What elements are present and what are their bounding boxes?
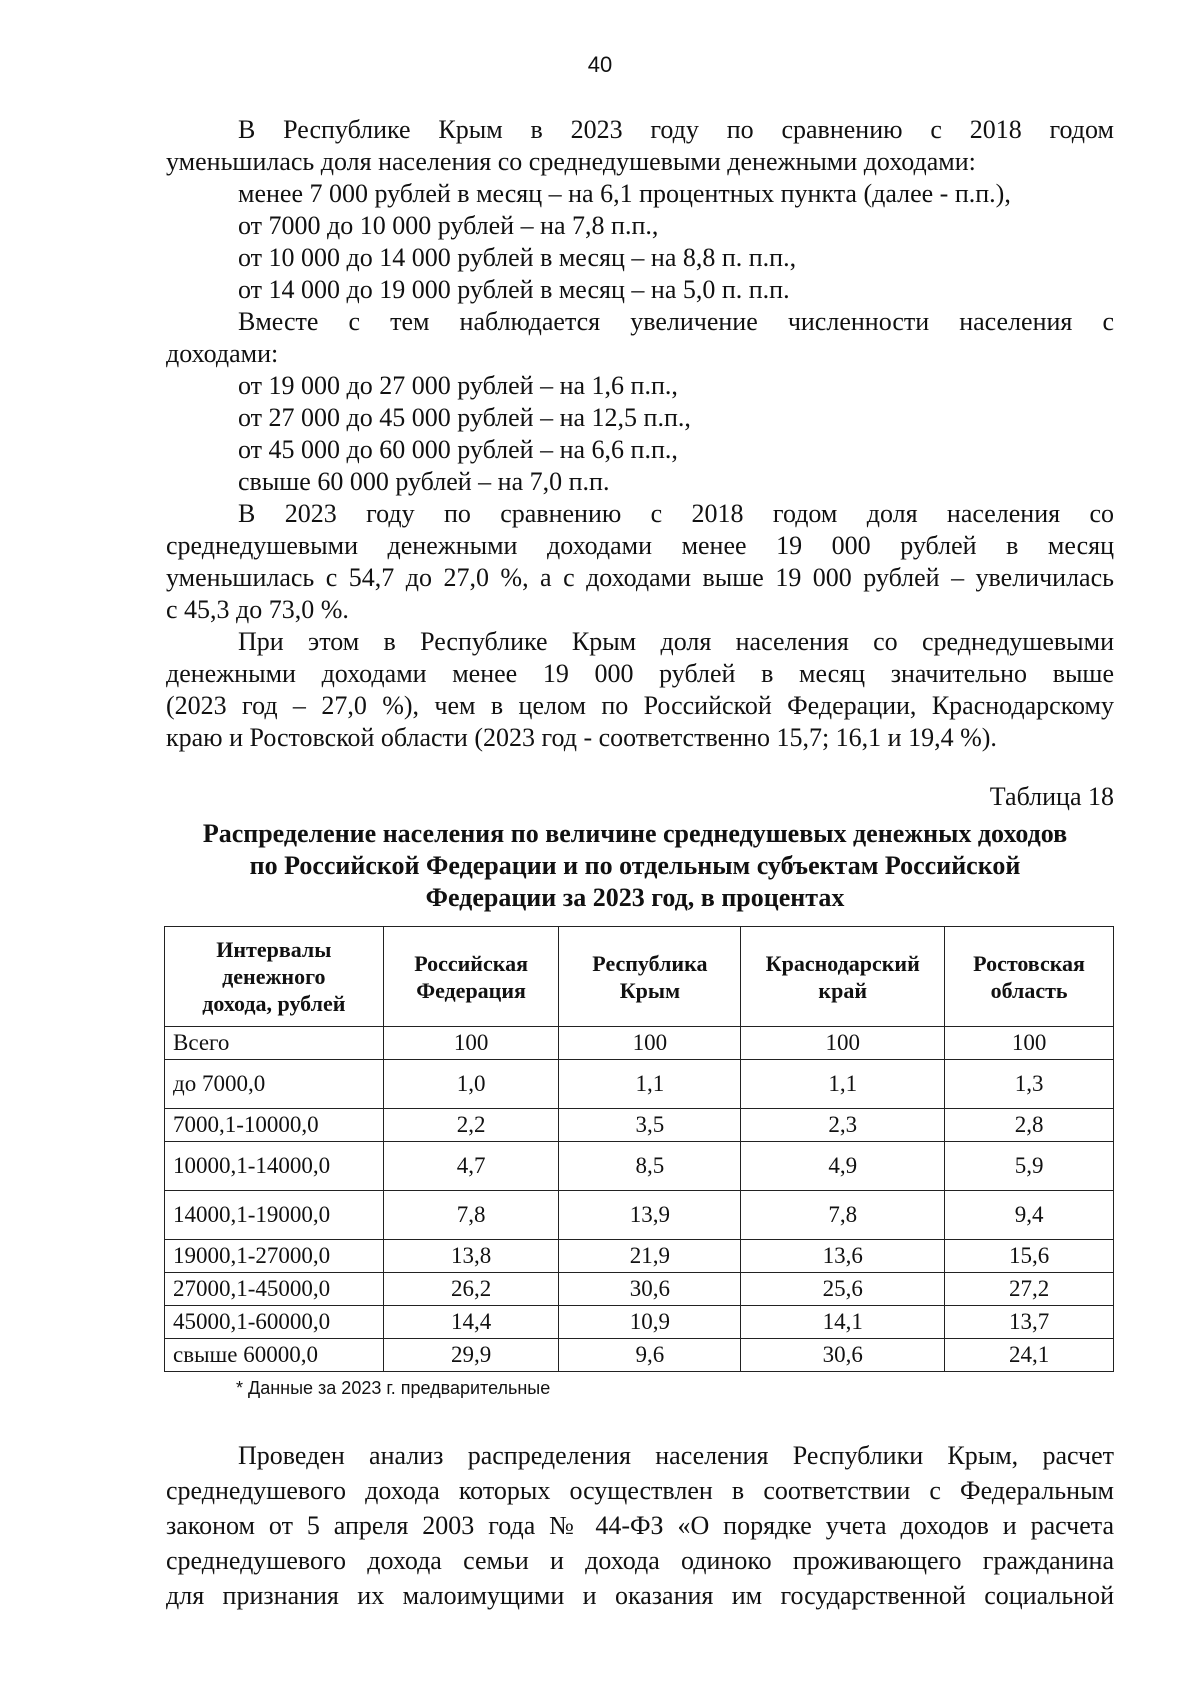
table-cell: 10000,1-14000,0	[165, 1142, 384, 1191]
table-cell: 30,6	[741, 1339, 945, 1372]
header-line: Российская	[414, 950, 528, 976]
table-cell: Всего	[165, 1027, 384, 1060]
table-cell: 1,3	[945, 1060, 1114, 1109]
paragraph-5-line: среднедушевого дохода которых осуществлен в соответствии с Федеральным	[166, 1476, 1114, 1505]
header-russian-federation	[383, 927, 559, 1027]
table-row	[165, 1273, 1114, 1306]
table-cell: 13,8	[383, 1240, 559, 1273]
table-cell: 4,7	[383, 1142, 559, 1191]
header-line: Крым	[619, 977, 681, 1003]
header-line: Федерация	[416, 977, 526, 1003]
paragraph-2-line: Вместе с тем наблюдается увеличение численности населения с	[238, 307, 1114, 336]
table-cell: 10,9	[559, 1306, 741, 1339]
paragraph-3-line: В 2023 году по сравнению с 2018 годом доля населения со	[238, 499, 1114, 528]
table-cell: 14,1	[741, 1306, 945, 1339]
table-cell: 2,2	[383, 1109, 559, 1142]
table-cell: 15,6	[945, 1240, 1114, 1273]
list-item: от 19 000 до 27 000 рублей – на 1,6 п.п.,	[238, 371, 678, 400]
header-line: Ростовская	[973, 950, 1085, 976]
paragraph-5-line: законом от 5 апреля 2003 года № 44-ФЗ «О порядке учета доходов и расчета	[166, 1511, 1114, 1540]
table-cell: 1,0	[383, 1060, 559, 1109]
table-cell: 13,9	[559, 1191, 741, 1240]
header-line: дохода, рублей	[202, 991, 346, 1016]
table-label: Таблица 18	[989, 782, 1114, 811]
table-cell: до 7000,0	[165, 1060, 384, 1109]
paragraph-3-line: среднедушевыми денежными доходами менее 19 000 рублей в месяц	[166, 531, 1114, 560]
table-header-row	[165, 927, 1114, 1027]
header-income-interval	[165, 927, 384, 1027]
page-number: 40	[587, 52, 613, 77]
list-item: от 27 000 до 45 000 рублей – на 12,5 п.п.,	[238, 403, 691, 432]
list-item: свыше 60 000 рублей – на 7,0 п.п.	[238, 467, 610, 496]
header-rostov-oblast	[945, 927, 1114, 1027]
table-cell: 8,5	[559, 1142, 741, 1191]
table-cell: 1,1	[741, 1060, 945, 1109]
header-line: Республика	[592, 950, 708, 976]
list-item: от 45 000 до 60 000 рублей – на 6,6 п.п.,	[238, 435, 678, 464]
table-cell: 14000,1-19000,0	[165, 1191, 384, 1240]
table-cell: 26,2	[383, 1273, 559, 1306]
paragraph-4-line: денежными доходами менее 19 000 рублей в месяц значительно выше	[166, 659, 1114, 688]
table-cell: 21,9	[559, 1240, 741, 1273]
paragraph-3-line: уменьшилась с 54,7 до 27,0 %, а с доходами выше 19 000 рублей – увеличилась	[166, 563, 1114, 592]
header-krasnodar-krai	[741, 927, 945, 1027]
table-row	[165, 1191, 1114, 1240]
header-line: край	[818, 977, 867, 1003]
header-line: Краснодарский	[765, 950, 920, 976]
table-cell: 7,8	[741, 1191, 945, 1240]
table-title-line: по Российской Федерации и по отдельным субъектам Российской	[249, 851, 1021, 880]
table-row	[165, 1142, 1114, 1191]
table-title	[156, 818, 1114, 914]
paragraph-3-line: с 45,3 до 73,0 %.	[166, 595, 349, 624]
table-cell: 19000,1-27000,0	[165, 1240, 384, 1273]
table-cell: 2,8	[945, 1109, 1114, 1142]
table-row	[165, 1027, 1114, 1060]
paragraph-5-line: среднедушевого дохода семьи и дохода одиноко проживающего гражданина	[166, 1546, 1114, 1575]
table-cell: 30,6	[559, 1273, 741, 1306]
table-title-line: Федерации за 2023 год, в процентах	[425, 883, 845, 912]
table-cell: 3,5	[559, 1109, 741, 1142]
table-row	[165, 1060, 1114, 1109]
table-cell: 100	[383, 1027, 559, 1060]
paragraph-1-line: В Республике Крым в 2023 году по сравнению с 2018 годом	[238, 115, 1114, 144]
header-line: денежного	[222, 964, 326, 989]
header-line: Интервалы	[216, 937, 332, 962]
list-item: от 10 000 до 14 000 рублей в месяц – на 8,8 п. п.п.,	[238, 243, 797, 272]
paragraph-1-line: уменьшилась доля населения со среднедушевыми денежными доходами:	[166, 147, 976, 176]
paragraph-4-line: (2023 год – 27,0 %), чем в целом по Российской Федерации, Краснодарскому	[166, 691, 1114, 720]
list-item: менее 7 000 рублей в месяц – на 6,1 процентных пункта (далее - п.п.),	[238, 179, 1011, 208]
table-row	[165, 1109, 1114, 1142]
paragraph-2-line: доходами:	[166, 339, 279, 368]
header-republic-crimea	[559, 927, 741, 1027]
table-cell: 13,6	[741, 1240, 945, 1273]
table-cell: 14,4	[383, 1306, 559, 1339]
table-row	[165, 1306, 1114, 1339]
table-cell: 5,9	[945, 1142, 1114, 1191]
table-cell: 100	[945, 1027, 1114, 1060]
table-cell: 100	[559, 1027, 741, 1060]
paragraph-5-line: для признания их малоимущими и оказания им государственной социальной	[166, 1581, 1114, 1610]
table-row	[165, 1339, 1114, 1372]
table-cell: 9,4	[945, 1191, 1114, 1240]
paragraph-4-line: краю и Ростовской области (2023 год - соответственно 15,7; 16,1 и 19,4 %).	[166, 723, 997, 752]
table-cell: 27,2	[945, 1273, 1114, 1306]
table-cell: свыше 60000,0	[165, 1339, 384, 1372]
table-cell: 13,7	[945, 1306, 1114, 1339]
list-item: от 14 000 до 19 000 рублей в месяц – на 5,0 п. п.п.	[238, 275, 790, 304]
body-text-lower	[166, 1438, 1114, 1613]
table-cell: 1,1	[559, 1060, 741, 1109]
table-title-line: Распределение населения по величине среднедушевых денежных доходов	[202, 819, 1068, 848]
table-cell: 24,1	[945, 1339, 1114, 1372]
body-text-upper	[166, 114, 1114, 754]
table-cell: 29,9	[383, 1339, 559, 1372]
table-row	[165, 1240, 1114, 1273]
list-item: от 7000 до 10 000 рублей – на 7,8 п.п.,	[238, 211, 659, 240]
table-cell: 45000,1-60000,0	[165, 1306, 384, 1339]
table-cell: 2,3	[741, 1109, 945, 1142]
table-cell: 4,9	[741, 1142, 945, 1191]
table-footnote: * Данные за 2023 г. предварительные	[236, 1378, 551, 1398]
header-line: область	[990, 977, 1068, 1003]
table-cell: 27000,1-45000,0	[165, 1273, 384, 1306]
income-distribution-table	[164, 926, 1114, 1372]
table-cell: 100	[741, 1027, 945, 1060]
table-cell: 7000,1-10000,0	[165, 1109, 384, 1142]
paragraph-5-line: Проведен анализ распределения населения Республики Крым, расчет	[238, 1441, 1114, 1470]
table-cell: 9,6	[559, 1339, 741, 1372]
table-cell: 25,6	[741, 1273, 945, 1306]
table-cell: 7,8	[383, 1191, 559, 1240]
paragraph-4-line: При этом в Республике Крым доля населения со среднедушевыми	[238, 627, 1114, 656]
